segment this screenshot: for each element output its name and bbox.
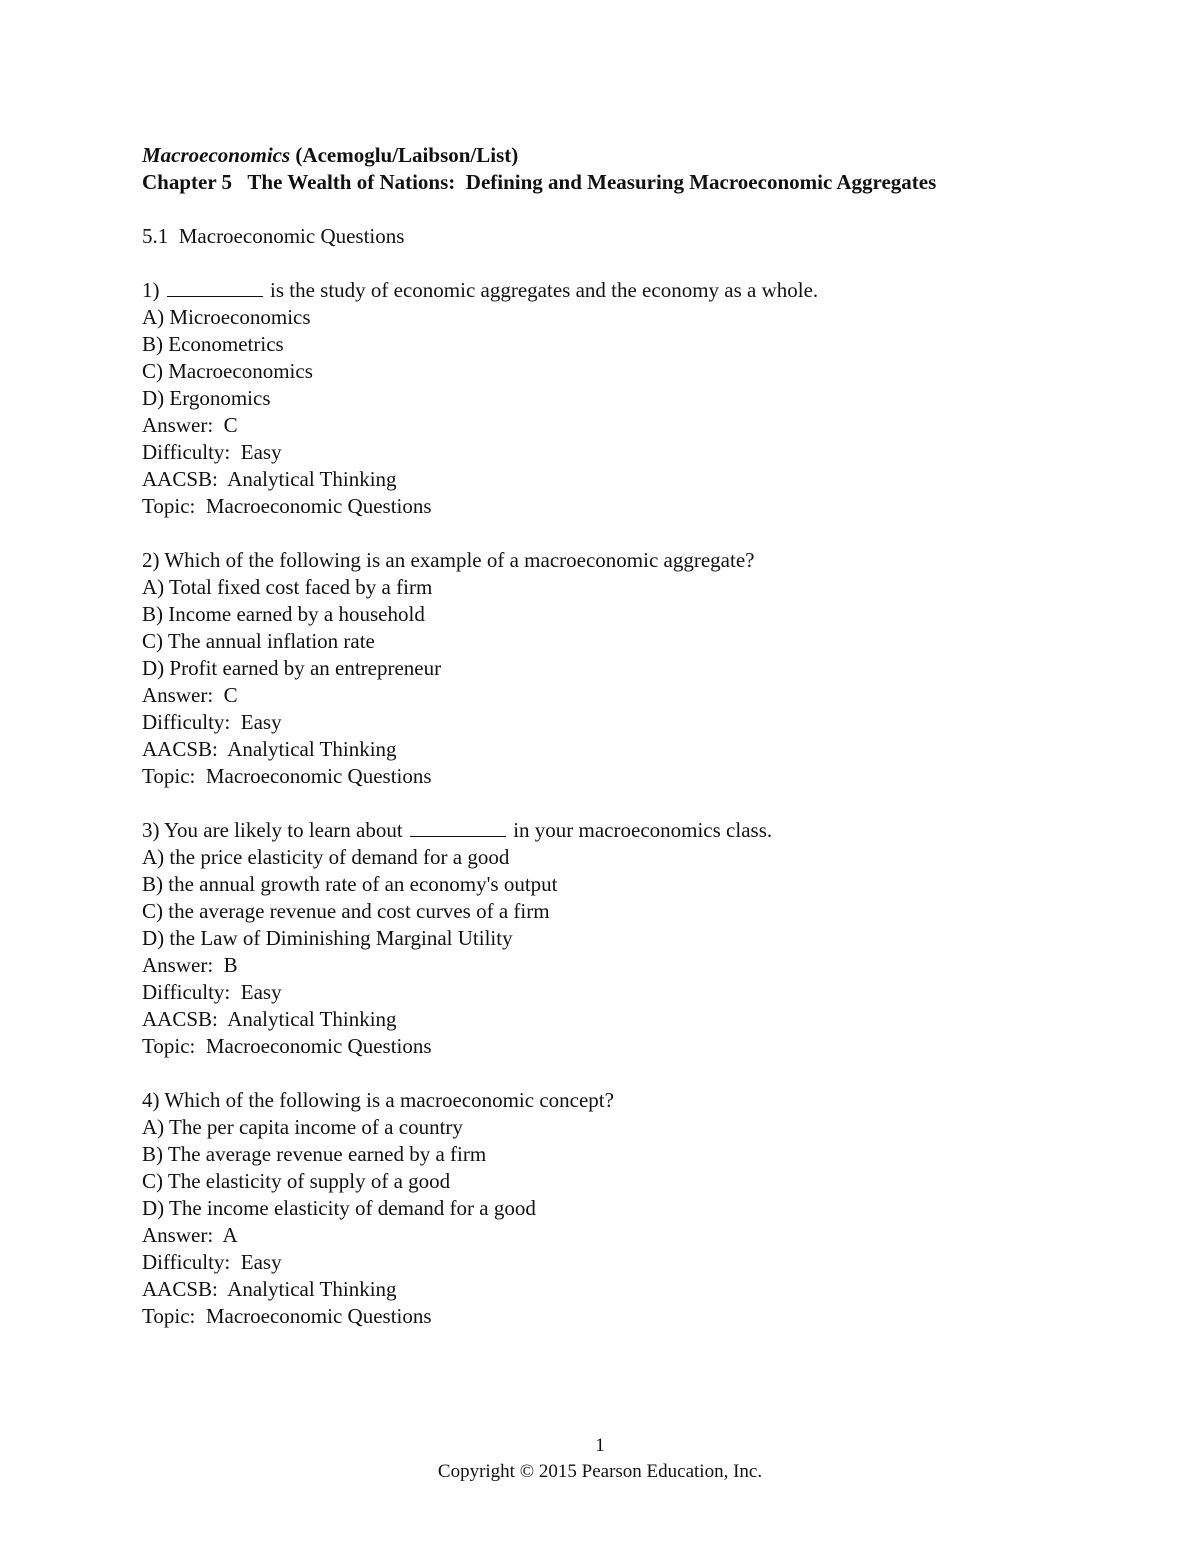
topic: Topic: Macroeconomic Questions xyxy=(142,1304,432,1328)
answer: Answer: A xyxy=(142,1223,238,1247)
question-3 xyxy=(142,817,1102,1060)
spacer xyxy=(142,196,1102,223)
spacer xyxy=(142,520,1102,547)
option-a: A) the price elasticity of demand for a good xyxy=(142,845,510,869)
page-content xyxy=(142,142,1102,1330)
answer: Answer: C xyxy=(142,683,238,707)
difficulty: Difficulty: Easy xyxy=(142,1250,282,1274)
question-1 xyxy=(142,277,1102,520)
fill-in-blank xyxy=(410,818,506,837)
book-authors: (Acemoglu/Laibson/List) xyxy=(295,143,519,167)
aacsb: AACSB: Analytical Thinking xyxy=(142,737,397,761)
question-stem xyxy=(142,277,1102,304)
option-c: C) Macroeconomics xyxy=(142,359,313,383)
topic: Topic: Macroeconomic Questions xyxy=(142,1034,432,1058)
option-b: B) the annual growth rate of an economy's output xyxy=(142,872,558,896)
question-2 xyxy=(142,547,1102,790)
question-stem: 4) Which of the following is a macroeconomic concept? xyxy=(142,1088,614,1112)
question-stem-suffix: in your macroeconomics class. xyxy=(513,818,773,842)
aacsb: AACSB: Analytical Thinking xyxy=(142,1277,397,1301)
question-stem: 2) Which of the following is an example of a macroeconomic aggregate? xyxy=(142,548,755,572)
option-a: A) The per capita income of a country xyxy=(142,1115,463,1139)
difficulty: Difficulty: Easy xyxy=(142,980,282,1004)
spacer xyxy=(142,1060,1102,1087)
option-d: D) The income elasticity of demand for a good xyxy=(142,1196,536,1220)
question-stem-prefix: 1) xyxy=(142,278,160,302)
copyright-notice: Copyright © 2015 Pearson Education, Inc. xyxy=(437,1461,763,1482)
question-4 xyxy=(142,1087,1102,1330)
option-b: B) Income earned by a household xyxy=(142,602,425,626)
answer: Answer: B xyxy=(142,953,238,977)
page-number: 1 xyxy=(595,1435,605,1456)
question-stem-prefix: 3) You are likely to learn about xyxy=(142,818,403,842)
option-d: D) Ergonomics xyxy=(142,386,271,410)
topic: Topic: Macroeconomic Questions xyxy=(142,764,432,788)
aacsb: AACSB: Analytical Thinking xyxy=(142,467,397,491)
option-c: C) the average revenue and cost curves of a firm xyxy=(142,899,550,923)
spacer xyxy=(142,250,1102,277)
topic: Topic: Macroeconomic Questions xyxy=(142,494,432,518)
section-title: 5.1 Macroeconomic Questions xyxy=(142,224,405,248)
spacer xyxy=(142,790,1102,817)
option-c: C) The annual inflation rate xyxy=(142,629,375,653)
option-d: D) the Law of Diminishing Marginal Utility xyxy=(142,926,513,950)
option-b: B) Econometrics xyxy=(142,332,284,356)
chapter-title: Chapter 5 The Wealth of Nations: Defining and Measuring Macroeconomic Aggregates xyxy=(142,170,937,194)
option-b: B) The average revenue earned by a firm xyxy=(142,1142,487,1166)
question-stem xyxy=(142,817,1102,844)
answer: Answer: C xyxy=(142,413,238,437)
book-title-line xyxy=(142,142,1102,169)
question-stem-suffix: is the study of economic aggregates and the economy as a whole. xyxy=(270,278,819,302)
book-title: Macroeconomics xyxy=(142,143,291,167)
aacsb: AACSB: Analytical Thinking xyxy=(142,1007,397,1031)
difficulty: Difficulty: Easy xyxy=(142,440,282,464)
option-c: C) The elasticity of supply of a good xyxy=(142,1169,451,1193)
fill-in-blank xyxy=(167,278,263,297)
option-a: A) Microeconomics xyxy=(142,305,311,329)
difficulty: Difficulty: Easy xyxy=(142,710,282,734)
option-d: D) Profit earned by an entrepreneur xyxy=(142,656,442,680)
option-a: A) Total fixed cost faced by a firm xyxy=(142,575,433,599)
